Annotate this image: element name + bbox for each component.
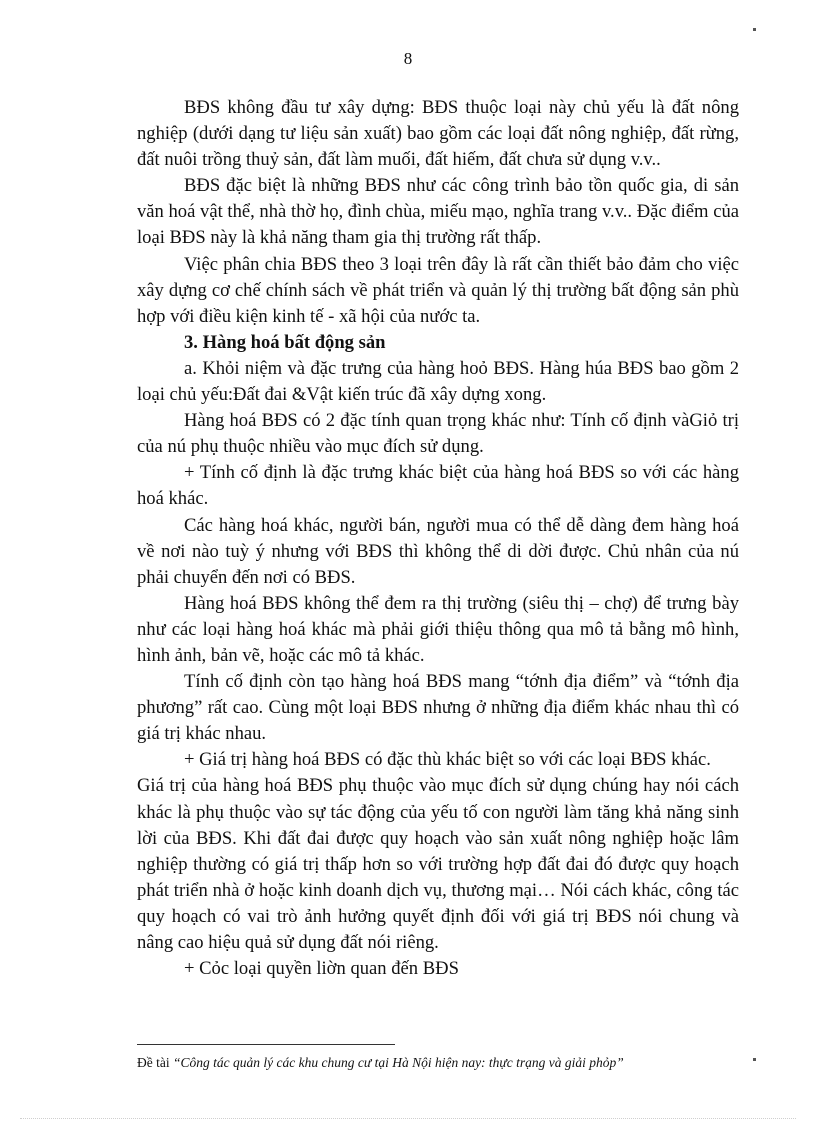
paragraph-market-display: Hàng hoá BĐS không thể đem ra thị trường (siêu thị – chợ) để trưng bày như các loại hàng hoá khác mà phải giới thiệu thông qua mô tả bằng mô hình, hình ảnh, bản vẽ, hoặc các mô tả khác. [137, 592, 739, 666]
footnote-divider [137, 1044, 395, 1045]
paragraph-value-specific: + Giá trị hàng hoá BĐS có đặc thù khác biệt so với các loại BĐS khác. [184, 749, 711, 771]
paragraph-special-real-estate: BĐS đặc biệt là những BĐS như các công trình bảo tồn quốc gia, di sản văn hoá vật thể, nhà thờ họ, đình chùa, miếu mạo, nghĩa trang v.v.. Đặc điểm của loại BĐS này là khả năng tham gia thị trường rất thấp. [137, 175, 739, 249]
paragraph-non-construction-real-estate: BĐS không đầu tư xây dựng: BĐS thuộc loại này chủ yếu là đất nông nghiệp (dưới dạng tư liệu sản xuất) bao gồm các loại đất nông nghiệp, đất rừng, đất nuôi trồng thuỷ sản, đất làm muối, đất hiếm, đất chưa sử dụng v.v.. [137, 97, 739, 171]
page-number: 8 [403, 49, 413, 68]
document-body [137, 95, 739, 982]
paragraph-classification-importance: Việc phân chia BĐS theo 3 loại trên đây là rất cần thiết bảo đảm cho việc xây dựng cơ chế chính sách về phát triển và quản lý thị trường bất động sản phù hợp với điều kiện kinh tế - xã hội của nước ta. [137, 253, 739, 327]
margin-mark [753, 28, 756, 31]
page-bottom-border [20, 1118, 796, 1119]
margin-mark [753, 1058, 756, 1061]
paragraph-rights: + Cỏc loại quyền liờn quan đến BĐS [184, 958, 459, 980]
footnote-prefix: Đề tài [137, 1055, 173, 1070]
paragraph-fixed-nature: + Tính cố định là đặc trưng khác biệt của hàng hoá BĐS so với các hàng hoá khác. [137, 462, 739, 510]
section-heading: 3. Hàng hoá bất động sản [184, 331, 386, 353]
paragraph-value-dependence: Giá trị của hàng hoá BĐS phụ thuộc vào mục đích sử dụng chúng hay nói cách khác là phụ thuộc vào sự tác động của yếu tố con người làm tăng khả năng sinh lời của BĐS. Khi đất đai được quy hoạch vào sản xuất nông nghiệp hoặc lâm nghiệp thường có giá trị thấp hơn so với trường hợp đất đai đó được quy hoạch phát triển nhà ở hoặc kinh doanh dịch vụ, thương mại… Nói cách khác, công tác quy hoạch có vai trò ảnh hưởng quyết định đối với giá trị BĐS nói chung và nâng cao hiệu quả sử dụng đất nói riêng. [137, 775, 739, 953]
paragraph-location: Tính cố định còn tạo hàng hoá BĐS mang “tớnh địa điểm” và “tớnh địa phương” rất cao. Cùng một loại BĐS nhưng ở những địa điểm khác nhau thì có giá trị khác nhau. [137, 671, 739, 745]
paragraph-two-properties: Hàng hoá BĐS có 2 đặc tính quan trọng khác như: Tính cố định vàGiỏ trị của nú phụ thuộc nhiều vào mục đích sử dụng. [137, 410, 739, 458]
footnote [137, 1055, 777, 1071]
paragraph-other-goods: Các hàng hoá khác, người bán, người mua có thể dễ dàng đem hàng hoá về nơi nào tuỳ ý nhưng với BĐS thì không thể di dời được. Chủ nhân của nú phải chuyển đến nơi có BĐS. [137, 514, 739, 588]
footnote-title: “Công tác quản lý các khu chung cư tại Hà Nội hiện nay: thực trạng và giải phỏp” [173, 1055, 624, 1070]
paragraph-concept: a. Khỏi niệm và đặc trưng của hàng hoỏ BĐS. Hàng húa BĐS bao gồm 2 loại chủ yếu:Đất đai &Vật kiến trúc đã xây dựng xong. [137, 357, 739, 406]
